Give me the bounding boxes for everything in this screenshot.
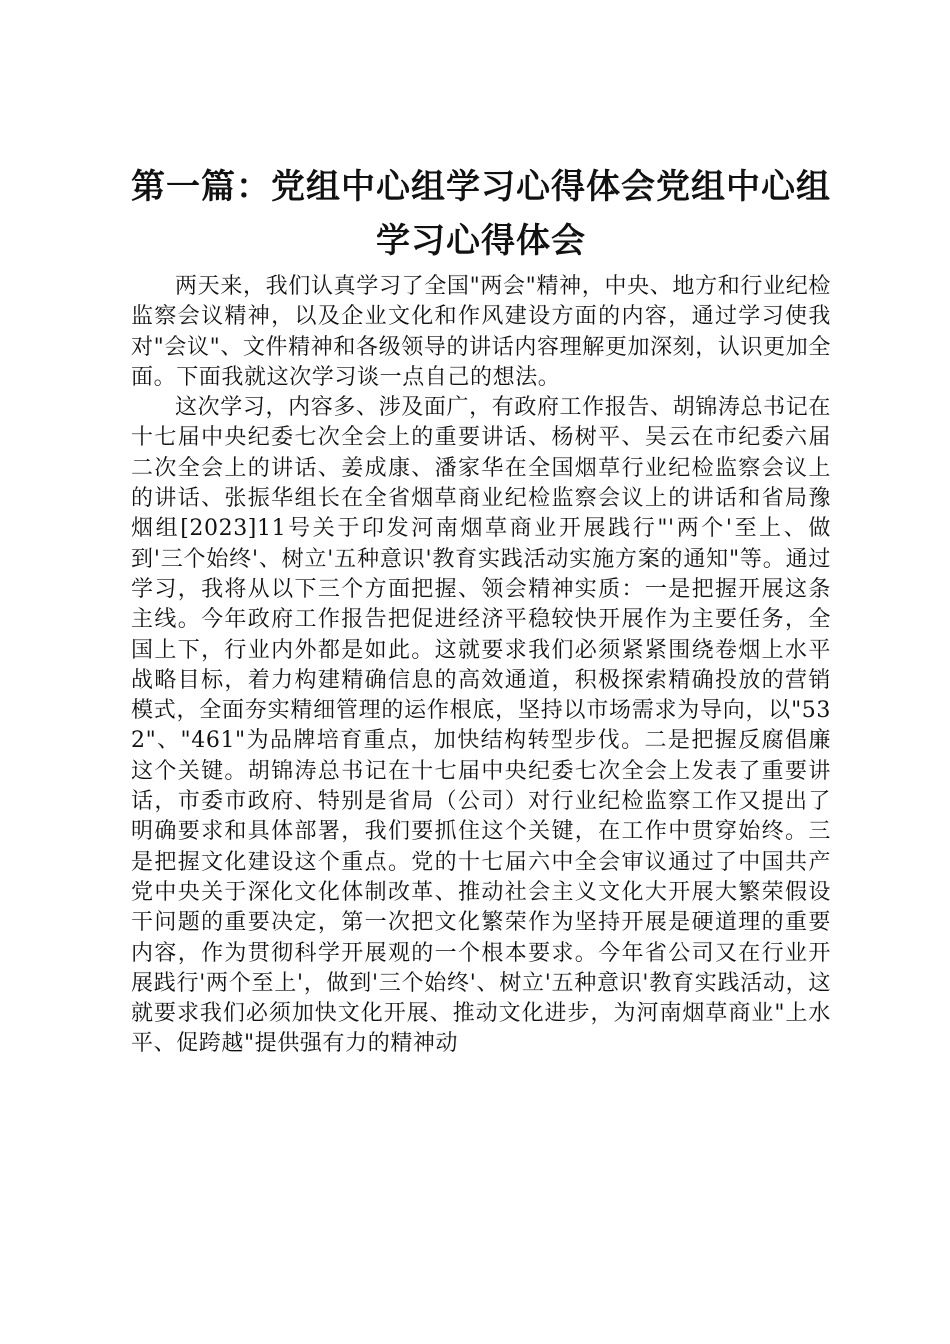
title-line-2: 学习心得体会 [376,221,586,261]
paragraph-2: 这次学习，内容多、涉及面广，有政府工作报告、胡锦涛总书记在十七届中央纪委七次全会上的重要讲话、杨树平、吴云在市纪委六届二次全会上的讲话、姜成康、潘家华在全国烟草行业纪检监察会议上的讲话、张振华组长在全省烟草商业纪检监察会议上的讲话和省局豫烟组[2023]11号关于印发河南烟草商业开展践行"'两个'至上、做到'三个始终'、树立'五种意识'教育实践活动实施方案的通知"等。通过学习，我将从以下三个方面把握、领会精神实质：一是把握开展这条主线。今年政府工作报告把促进经济平稳较快开展作为主要任务，全国上下，行业内外都是如此。这就要求我们必须紧紧围绕卷烟上水平战略目标，着力构建精确信息的高效通道，积极探索精确投放的营销模式，全面夯实精细管理的运作根底，坚持以市场需求为导向，以"532"、"461"为品牌培育重点，加快结构转型步伐。二是把握反腐倡廉这个关键。胡锦涛总书记在十七届中央纪委七次全会上发表了重要讲话，市委市政府、特别是省局（公司）对行业纪检监察工作又提出了明确要求和具体部署，我们要抓住这个关键，在工作中贯穿始终。三是把握文化建设这个重点。党的十七届六中全会审议通过了中国共产党中央关于深化文化体制改革、推动社会主义文化大开展大繁荣假设干问题的重要决定，第一次把文化繁荣作为坚持开展是硬道理的重要内容，作为贯彻科学开展观的一个根本要求。今年省公司又在行业开展践行'两个至上'，做到'三个始终'、树立'五种意识'教育实践活动，这就要求我们必须加快文化开展、推动文化进步，为河南烟草商业"上水平、促跨越"提供强有力的精神动 [131,395,831,1057]
paragraph-1: 两天来，我们认真学习了全国"两会"精神，中央、地方和行业纪检监察会议精神，以及企业文化和作风建设方面的内容，通过学习使我对"会议"、文件精神和各级领导的讲话内容理解更加深刻，认识更加全面。下面我就这次学习谈一点自己的想法。 [131,274,831,390]
document-body [131,272,831,1060]
document-title [131,160,831,268]
title-line-1: 第一篇：党组中心组学习心得体会党组中心组 [131,167,831,207]
document-page [131,160,831,1060]
